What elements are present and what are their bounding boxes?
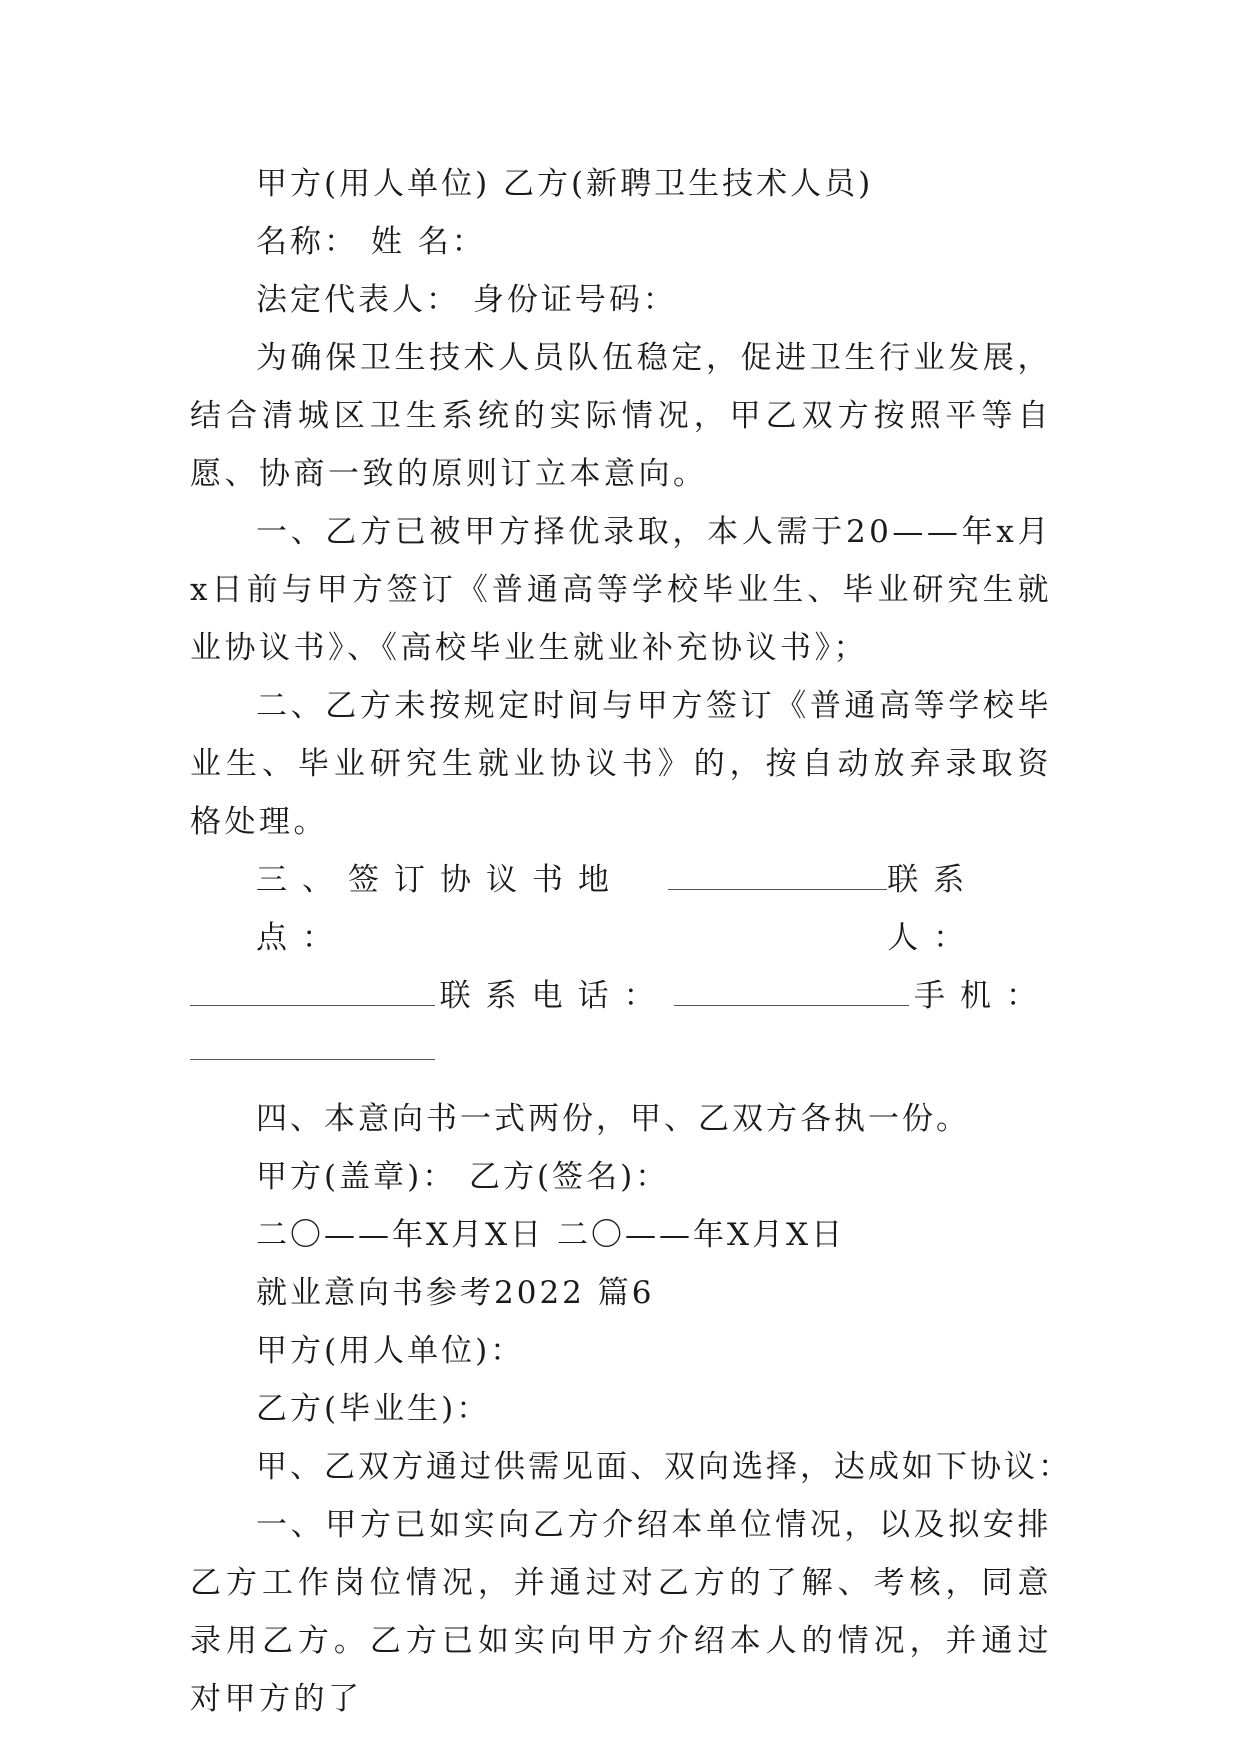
representative-line: 法定代表人： 身份证号码： xyxy=(256,282,677,318)
party-header-line: 甲方(用人单位) 乙方(新聘卫生技术人员) xyxy=(256,166,874,202)
mobile-blank xyxy=(190,1025,435,1060)
clause-four: 四、本意向书一式两份，甲、乙双方各执一份。 xyxy=(256,1101,970,1137)
intro-paragraph: 为确保卫生技术人员队伍稳定，促进卫生行业发展，结合清城区卫生系统的实际情况，甲乙双方按照平等自愿、协商一致的原则订立本意向。 xyxy=(190,340,1052,492)
contact-person-label: 联系人： xyxy=(887,862,980,956)
contact-person-blank xyxy=(190,971,435,1006)
party-b-line: 乙方(毕业生)： xyxy=(256,1391,491,1427)
mobile-label: 手机： xyxy=(913,978,1052,1014)
name-line: 名称： 姓 名： xyxy=(256,224,486,260)
spacer xyxy=(190,1060,1052,1090)
date-line: 二〇——年X月X日 二〇——年X月X日 xyxy=(256,1217,846,1253)
clause-three-prefix: 三、签订协议书地点： xyxy=(256,862,624,956)
clause-two: 二、乙方未按规定时间与甲方签订《普通高等学校毕业生、毕业研究生就业协议书》的，按自动放弃录取资格处理。 xyxy=(190,688,1052,840)
contact-phone-label: 联系电话： xyxy=(439,978,670,1014)
clause-three-row-3 xyxy=(190,1025,1052,1060)
clause-three-row-1 xyxy=(190,851,1052,967)
contact-phone-blank xyxy=(674,971,909,1006)
clause-one: 一、乙方已被甲方择优录取，本人需于20——年x月x日前与甲方签订《普通高等学校毕业生、毕业研究生就业协议书》、《高校毕业生就业补充协议书》； xyxy=(190,514,1052,666)
clause-b-one: 一、甲方已如实向乙方介绍本单位情况，以及拟安排乙方工作岗位情况，并通过对乙方的了解、考核，同意录用乙方。乙方已如实向甲方介绍本人的情况，并通过对甲方的了 xyxy=(190,1507,1052,1717)
document-body xyxy=(190,155,1072,1728)
clause-three-row-2 xyxy=(190,967,1052,1025)
location-blank xyxy=(668,855,887,890)
signature-line: 甲方(盖章)： 乙方(签名)： xyxy=(256,1159,670,1195)
section-title: 就业意向书参考2022 篇6 xyxy=(256,1275,655,1311)
party-a-line: 甲方(用人单位)： xyxy=(256,1333,525,1369)
agreement-line: 甲、乙双方通过供需见面、双向选择，达成如下协议： xyxy=(256,1449,1072,1485)
